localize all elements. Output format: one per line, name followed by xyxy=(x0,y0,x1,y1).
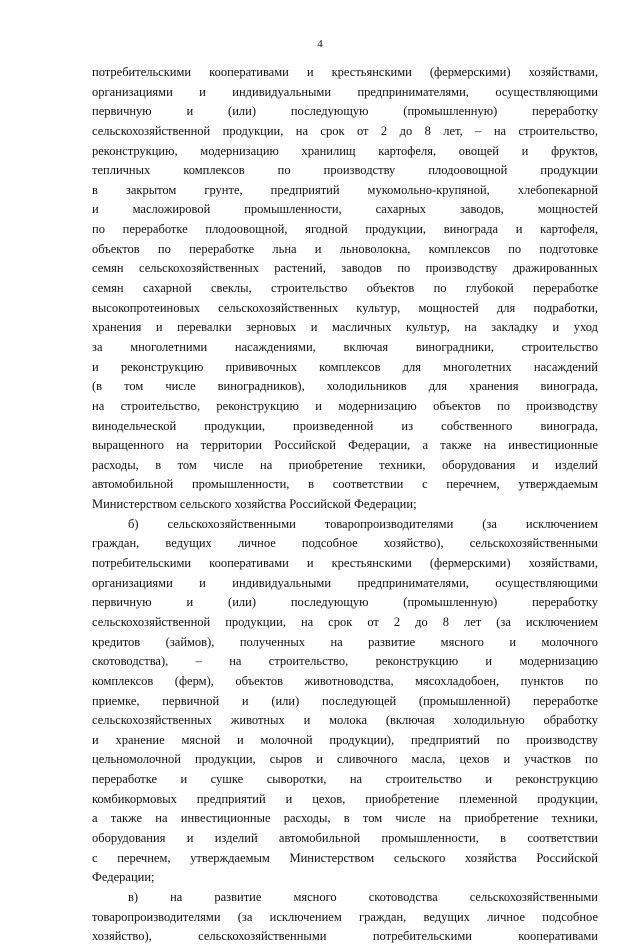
document-body-text xyxy=(92,63,598,947)
text-line: б) сельскохозяйственными товаропроизводителями (за исключением xyxy=(128,516,598,531)
text-line: объектов по переработке льна и льноволокна, комплексов по подготовке xyxy=(92,241,598,256)
text-line: сельскохозяйственной продукции, на срок от 2 до 8 лет, – на строительство, xyxy=(92,123,598,138)
text-line: организациями и индивидуальными предпринимателями, осуществляющими xyxy=(92,84,598,99)
text-line: тепличных комплексов по производству плодоовощной продукции xyxy=(92,163,598,178)
text-line: организациями и индивидуальными предпринимателями, осуществляющими xyxy=(92,575,598,590)
text-line: на строительство, реконструкцию и модернизацию объектов по производству xyxy=(92,398,598,413)
text-line: потребительскими кооперативами и крестьянскими (фермерскими) хозяйствами, xyxy=(92,65,598,79)
text-line: автомобильной промышленности, в соответствии с перечнем, утверждаемым xyxy=(92,477,598,492)
text-line: семян сельскохозяйственных растений, заводов по производству дражированных xyxy=(92,261,598,276)
text-line: а также на инвестиционные расходы, в том числе на приобретение техники, xyxy=(92,811,598,826)
text-line: цельномолочной продукции, сыров и сливочного масла, цехов и участков по xyxy=(92,752,598,767)
text-line: потребительскими кооперативами и крестьянскими (фермерскими) хозяйствами, xyxy=(92,556,598,571)
text-line: сельскохозяйственных животных и молока (включая холодильную обработку xyxy=(92,713,598,728)
text-line: (в том числе виноградников), холодильников для хранения винограда, xyxy=(92,379,598,394)
text-line: реконструкцию, модернизацию хранилищ картофеля, овощей и фруктов, xyxy=(92,143,598,158)
text-line: первичную и (или) последующую (промышленную) переработку xyxy=(92,104,598,119)
text-line: комбикормовых предприятий и цехов, приобретение племенной продукции, xyxy=(92,791,598,806)
text-line: переработке и сушке сыворотки, на строительство и реконструкцию xyxy=(92,772,598,787)
text-line: хранения и перевалки зерновых и масличных культур, на закладку и уход xyxy=(92,320,598,335)
text-line: в закрытом грунте, предприятий мукомольно-крупяной, хлебопекарной xyxy=(92,182,598,197)
text-line: винодельческой продукции, произведенной из собственного винограда, xyxy=(92,418,598,433)
text-line: приемке, первичной и (или) последующей (промышленной) переработке xyxy=(92,693,598,708)
text-line: расходы, в том числе на приобретение техники, оборудования и изделий xyxy=(92,457,598,472)
text-line: и масложировой промышленности, сахарных заводов, мощностей xyxy=(92,202,598,217)
text-line: высокопротеиновых сельскохозяйственных культур, мощностей для подработки, xyxy=(92,300,598,315)
text-line: Министерством сельского хозяйства Российской Федерации; xyxy=(92,497,417,512)
text-line: комплексов (ферм), объектов животноводства, мясохладобоен, пунктов по xyxy=(92,673,598,688)
text-line: граждан, ведущих личное подсобное хозяйство), сельскохозяйственными xyxy=(92,536,598,551)
text-line: по переработке плодоовощной, ягодной продукции, винограда и картофеля, xyxy=(92,222,598,237)
page-number: 4 xyxy=(317,38,323,50)
text-line: семян сахарной свеклы, строительство объектов по глубокой переработке xyxy=(92,281,598,296)
text-line: за многолетними насаждениями, включая виноградники, строительство xyxy=(92,339,598,354)
text-line: сельскохозяйственной продукции, на срок от 2 до 8 лет (за исключением xyxy=(92,614,598,629)
text-line: выращенного на территории Российской Федерации, а также на инвестиционные xyxy=(92,438,598,453)
text-line: первичную и (или) последующую (промышленную) переработку xyxy=(92,595,598,610)
text-line: в) на развитие мясного скотоводства сельскохозяйственными xyxy=(128,889,598,904)
text-line: хозяйство), сельскохозяйственными потребительскими кооперативами xyxy=(92,929,598,944)
text-line: товаропроизводителями (за исключением граждан, ведущих личное подсобное xyxy=(92,909,598,924)
text-line: и хранение мясной и молочной продукции), предприятий по производству xyxy=(92,732,598,747)
text-line: кредитов (займов), полученных на развитие мясного и молочного xyxy=(92,634,598,649)
text-line: с перечнем, утверждаемым Министерством сельского хозяйства Российской xyxy=(92,850,598,865)
text-line: Федерации; xyxy=(92,870,155,885)
text-line: и реконструкцию прививочных комплексов для многолетних насаждений xyxy=(92,359,598,374)
text-line: скотоводства), – на строительство, реконструкцию и модернизацию xyxy=(92,654,598,669)
text-line: оборудования и изделий автомобильной промышленности, в соответствии xyxy=(92,830,598,845)
